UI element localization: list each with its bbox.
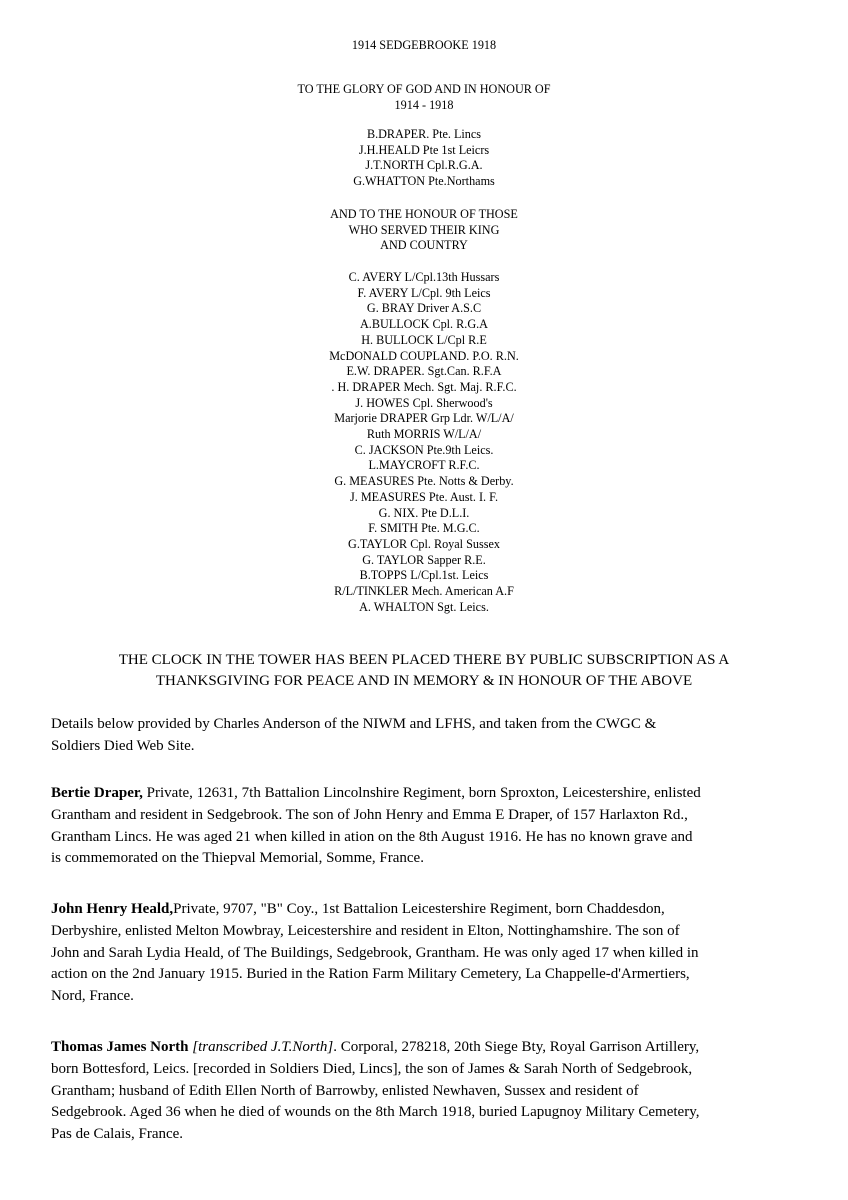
served-name: A. WHALTON Sgt. Leics. <box>359 599 489 614</box>
served-name: R/L/TINKLER Mech. American A.F <box>334 584 514 599</box>
fallen-name: J.H.HEALD Pte 1st Leicrs <box>358 142 490 157</box>
fallen-name: B.DRAPER. Pte. Lincs <box>366 127 482 141</box>
source-line: Soldiers Died Web Site. <box>51 737 195 754</box>
bio-line <box>51 1037 796 1059</box>
bio-line: Sedgebrook. Aged 36 when he died of wounds on the 8th March 1918, buried Lapugnoy Military Cemetery, <box>51 1104 700 1121</box>
served-name: J. HOWES Cpl. Sherwood's <box>355 395 493 410</box>
source-line: Details below provided by Charles Anderson of the NIWM and LFHS, and taken from the CWGC & <box>51 716 657 732</box>
bio-line: John and Sarah Lydia Heald, of The Buildings, Sedgebrook, Grantham. He was only aged 17 when killed in <box>51 944 699 961</box>
served-name: Marjorie DRAPER Grp Ldr. W/L/A/ <box>334 411 514 426</box>
served-name: Ruth MORRIS W/L/A/ <box>366 427 482 442</box>
fallen-name: G.WHATTON Pte.Northams <box>353 174 495 189</box>
bio-line: action on the 2nd January 1915. Buried in the Ration Farm Military Cemetery, La Chappelle-d'Armertiers, <box>51 966 690 983</box>
source-note <box>51 714 796 758</box>
bio-line <box>51 783 796 805</box>
bio-line <box>51 899 796 921</box>
bio-thomas-james-north <box>51 1037 796 1146</box>
served-name: B.TOPPS L/Cpl.1st. Leics <box>359 568 489 583</box>
honour-line: AND TO THE HONOUR OF THOSE <box>330 207 518 221</box>
bio-note: [transcribed J.T.North] <box>188 1039 334 1055</box>
bio-name: Bertie Draper, <box>51 785 143 801</box>
bio-text: . Corporal, 278218, 20th Siege Bty, Royal Garrison Artillery, <box>333 1039 700 1055</box>
memorial-title <box>0 38 848 54</box>
bio-line: Grantham Lincs. He was aged 21 when killed in ation on the 8th August 1916. He has no known grave and <box>51 828 693 845</box>
bio-line: Nord, France. <box>51 988 134 1005</box>
served-name: . H. DRAPER Mech. Sgt. Maj. R.F.C. <box>331 379 517 394</box>
served-name: McDONALD COUPLAND. P.O. R.N. <box>329 348 519 363</box>
bio-line: Pas de Calais, France. <box>51 1126 184 1143</box>
served-name: J. MEASURES Pte. Aust. I. F. <box>349 489 498 504</box>
bio-line: Grantham; husband of Edith Ellen North of Barrowby, enlisted Newhaven, Sussex and resident of <box>51 1082 639 1099</box>
served-list <box>0 270 848 615</box>
bio-name: Thomas James North <box>51 1039 189 1055</box>
bio-line: born Bottesford, Leics. [recorded in Soldiers Died, Lincs], the son of James & Sarah North of Sedgebrook, <box>51 1060 693 1077</box>
bio-line: Derbyshire, enlisted Melton Mowbray, Leicestershire and resident in Elton, Nottinghamshire. The son of <box>51 922 680 939</box>
bio-john-henry-heald <box>51 899 796 1008</box>
served-name: A.BULLOCK Cpl. R.G.A <box>360 317 488 332</box>
served-name: E.W. DRAPER. Sgt.Can. R.F.A <box>346 364 502 379</box>
served-name: G. MEASURES Pte. Notts & Derby. <box>334 474 514 489</box>
clock-inscription <box>0 650 848 692</box>
clock-line: THE CLOCK IN THE TOWER HAS BEEN PLACED THERE BY PUBLIC SUBSCRIPTION AS A <box>118 652 730 668</box>
clock-line: THANKSGIVING FOR PEACE AND IN MEMORY & IN HONOUR OF THE ABOVE <box>155 673 693 689</box>
served-name: F. SMITH Pte. M.G.C. <box>368 521 480 536</box>
dedication <box>0 82 848 113</box>
served-name: C. JACKSON Pte.9th Leics. <box>354 442 494 457</box>
bio-line: is commemorated on the Thiepval Memorial, Somme, France. <box>51 850 424 867</box>
bio-name: John Henry Heald, <box>51 901 174 917</box>
served-name: G.TAYLOR Cpl. Royal Sussex <box>348 536 500 551</box>
served-name: F. AVERY L/Cpl. 9th Leics <box>357 285 491 300</box>
served-name: H. BULLOCK L/Cpl R.E <box>361 332 487 347</box>
honour-heading <box>0 207 848 254</box>
served-name: G. BRAY Driver A.S.C <box>366 301 482 316</box>
bio-text: Private, 12631, 7th Battalion Lincolnshire Regiment, born Sproxton, Leicestershire, enlisted <box>142 785 701 801</box>
fallen-list <box>0 127 848 190</box>
fallen-name: J.T.NORTH Cpl.R.G.A. <box>365 158 483 173</box>
bio-line: Grantham and resident in Sedgebrook. The son of John Henry and Emma E Draper, of 157 Harlaxton Rd., <box>51 806 688 823</box>
served-name: L.MAYCROFT R.F.C. <box>368 458 480 473</box>
served-name: G. TAYLOR Sapper R.E. <box>362 552 486 567</box>
bio-bertie-draper <box>51 783 796 870</box>
dedication-years: 1914 - 1918 <box>394 97 454 112</box>
dedication-line: TO THE GLORY OF GOD AND IN HONOUR OF <box>297 82 551 96</box>
bio-text: Private, 9707, "B" Coy., 1st Battalion Leicestershire Regiment, born Chaddesdon, <box>173 901 665 917</box>
title-line: 1914 SEDGEBROOKE 1918 <box>351 38 497 52</box>
served-name: G. NIX. Pte D.L.I. <box>378 505 470 520</box>
served-name: C. AVERY L/Cpl.13th Hussars <box>348 270 500 284</box>
honour-line: WHO SERVED THEIR KING <box>348 222 500 237</box>
honour-line: AND COUNTRY <box>380 238 468 253</box>
